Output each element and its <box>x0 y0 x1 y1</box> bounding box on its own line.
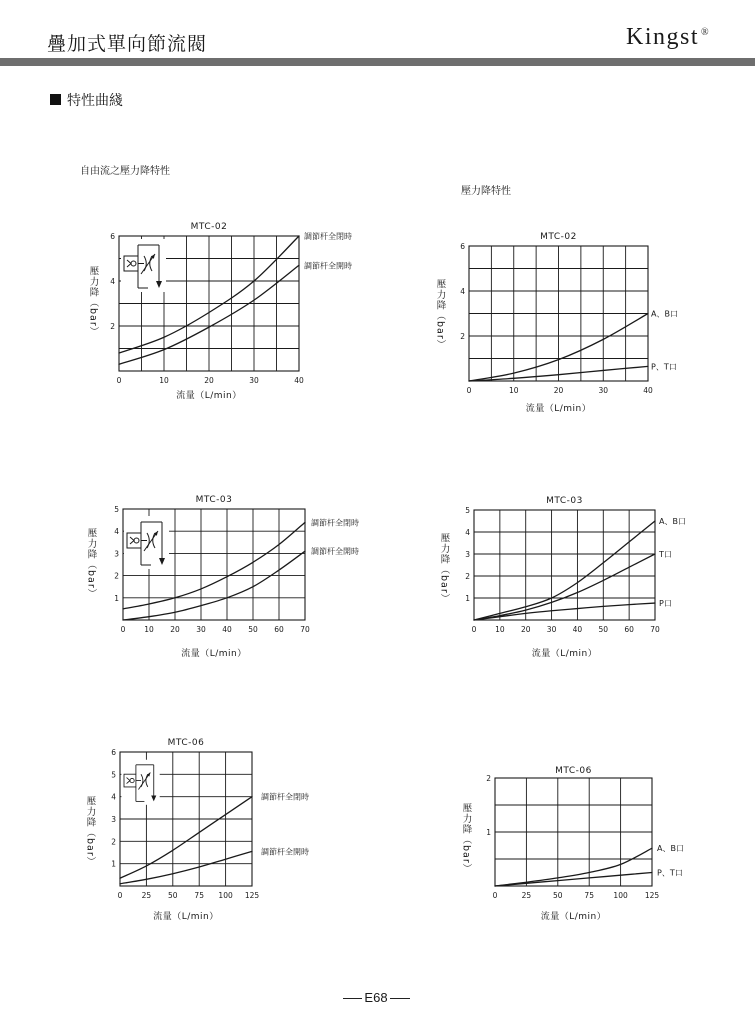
chart-title: MTC-06 <box>167 738 205 748</box>
x-tick-label: 50 <box>248 625 258 634</box>
chart-title: MTC-02 <box>190 222 228 232</box>
grid <box>474 510 655 620</box>
x-tick-label: 0 <box>471 625 477 634</box>
x-tick-label: 70 <box>300 625 310 634</box>
x-tick-label: 60 <box>274 625 284 634</box>
y-axis-label: 壓力降（bar） <box>438 533 450 605</box>
series-line <box>120 851 252 883</box>
y-axis-label: 壓力降（bar） <box>460 803 472 875</box>
y-tick-label: 2 <box>465 572 470 581</box>
footer-dash-left <box>343 998 362 999</box>
y-tick-label: 3 <box>114 549 119 559</box>
y-tick-label: 4 <box>110 277 115 286</box>
grid <box>469 246 648 381</box>
series-label: P、T口 <box>651 362 677 372</box>
y-tick-label: 6 <box>111 748 116 757</box>
y-tick-label: 3 <box>465 550 470 559</box>
chart-title: MTC-06 <box>555 766 592 776</box>
y-axis-label: 壓力降（bar） <box>85 528 97 600</box>
x-axis-label: 流量（L/min） <box>176 391 242 401</box>
x-tick-label: 30 <box>546 625 557 634</box>
pressure-drop-heading: 壓力降特性 <box>461 186 511 197</box>
x-tick-label: 0 <box>492 891 498 900</box>
x-tick-label: 50 <box>553 891 563 900</box>
y-tick-label: 6 <box>110 232 115 241</box>
series-label: P、T口 <box>657 868 683 878</box>
series-label: A、B口 <box>659 517 686 526</box>
footer-dash-right <box>390 998 410 999</box>
series-label: 調節杆全開時 <box>261 847 309 857</box>
grid <box>495 778 652 886</box>
y-axis-label: 壓力降（bar） <box>87 266 99 338</box>
brand-name: Kingst <box>626 24 700 50</box>
y-tick-label: 4 <box>111 792 116 802</box>
section-title: 特性曲綫 <box>67 93 123 109</box>
x-tick-label: 100 <box>218 891 233 900</box>
x-axis-label: 流量（L/min） <box>531 649 598 659</box>
x-tick-label: 30 <box>249 376 259 385</box>
y-tick-label: 1 <box>465 594 470 603</box>
y-tick-label: 1 <box>111 859 116 869</box>
chart-mtc-06-free-flow <box>85 738 310 922</box>
x-tick-label: 30 <box>598 386 609 395</box>
x-tick-label: 20 <box>204 376 214 385</box>
x-tick-label: 40 <box>643 386 653 395</box>
x-tick-label: 10 <box>144 625 154 634</box>
y-tick-label: 2 <box>111 837 116 847</box>
y-axis-label: 壓力降（bar） <box>84 796 96 868</box>
y-tick-label: 1 <box>486 828 491 837</box>
one-way-throttle-valve-symbol <box>124 516 169 569</box>
chart-mtc-03-pressure-drop <box>439 496 686 659</box>
series-line <box>495 873 652 887</box>
series-label: A、B口 <box>657 844 684 854</box>
x-tick-label: 10 <box>159 376 169 385</box>
x-tick-label: 125 <box>244 891 260 900</box>
x-tick-label: 30 <box>196 625 206 634</box>
chart-mtc-02-free-flow <box>88 222 353 401</box>
x-tick-label: 20 <box>170 625 180 634</box>
chart-title: MTC-02 <box>540 232 577 242</box>
series-line <box>474 603 655 620</box>
x-tick-label: 70 <box>650 625 660 634</box>
chart-title: MTC-03 <box>195 495 233 505</box>
y-tick-label: 5 <box>111 770 116 780</box>
chart-mtc-02-pressure-drop <box>435 232 678 414</box>
y-tick-label: 2 <box>114 571 119 581</box>
plot-frame <box>474 510 655 620</box>
x-tick-label: 0 <box>117 891 123 900</box>
x-tick-label: 40 <box>572 625 583 634</box>
x-tick-label: 20 <box>553 386 564 395</box>
y-tick-label: 2 <box>460 332 465 341</box>
one-way-throttle-valve-symbol <box>121 760 159 805</box>
x-axis-label: 流量（L/min） <box>153 912 219 922</box>
x-tick-label: 10 <box>495 625 505 634</box>
x-tick-label: 75 <box>584 891 594 900</box>
registered-mark: ® <box>701 27 709 38</box>
x-axis-label: 流量（L/min） <box>540 912 607 922</box>
x-tick-label: 0 <box>466 386 472 395</box>
y-tick-label: 5 <box>465 506 470 515</box>
chart-mtc-06-pressure-drop <box>461 766 684 922</box>
x-axis-label: 流量（L/min） <box>181 649 247 659</box>
x-tick-label: 50 <box>168 891 178 900</box>
x-tick-label: 20 <box>520 625 531 634</box>
x-tick-label: 40 <box>222 625 232 634</box>
free-flow-heading: 自由流之壓力降特性 <box>80 166 170 177</box>
x-tick-label: 75 <box>194 891 204 900</box>
series-label: P口 <box>659 599 672 609</box>
y-tick-label: 6 <box>460 242 465 251</box>
page-number: E68 <box>364 990 388 1005</box>
x-tick-label: 50 <box>598 625 609 634</box>
series-label: 調節杆全開時 <box>304 261 352 271</box>
series-label: 調節杆全閉時 <box>304 232 352 241</box>
y-axis-label: 壓力降（bar） <box>434 279 446 351</box>
x-tick-label: 25 <box>141 891 152 900</box>
y-tick-label: 3 <box>111 815 116 824</box>
x-tick-label: 25 <box>521 891 532 900</box>
x-tick-label: 60 <box>624 625 634 634</box>
y-tick-label: 2 <box>486 774 491 783</box>
chart-mtc-03-free-flow <box>86 495 360 659</box>
y-tick-label: 2 <box>110 322 115 331</box>
series-label: 調節杆全閉時 <box>311 518 359 528</box>
x-tick-label: 100 <box>613 891 628 900</box>
x-tick-label: 0 <box>116 376 122 385</box>
series-label: T口 <box>659 550 672 559</box>
series-label: 調節杆全閉時 <box>261 792 309 802</box>
series-label: 調節杆全開時 <box>311 547 359 557</box>
page-title: 疊加式單向節流閥 <box>47 33 208 55</box>
y-tick-label: 4 <box>465 528 470 537</box>
x-tick-label: 10 <box>508 386 519 395</box>
series-label: A、B口 <box>651 309 678 319</box>
y-tick-label: 4 <box>114 527 119 537</box>
one-way-throttle-valve-symbol <box>121 239 166 292</box>
series-line <box>495 848 652 886</box>
chart-title: MTC-03 <box>546 496 583 506</box>
y-tick-label: 5 <box>114 505 119 514</box>
y-tick-label: 4 <box>460 287 465 296</box>
series-line <box>120 797 252 879</box>
x-tick-label: 0 <box>120 625 126 634</box>
y-tick-label: 1 <box>114 593 119 603</box>
x-axis-label: 流量（L/min） <box>525 404 592 414</box>
x-tick-label: 40 <box>294 376 304 385</box>
x-tick-label: 125 <box>644 891 660 900</box>
